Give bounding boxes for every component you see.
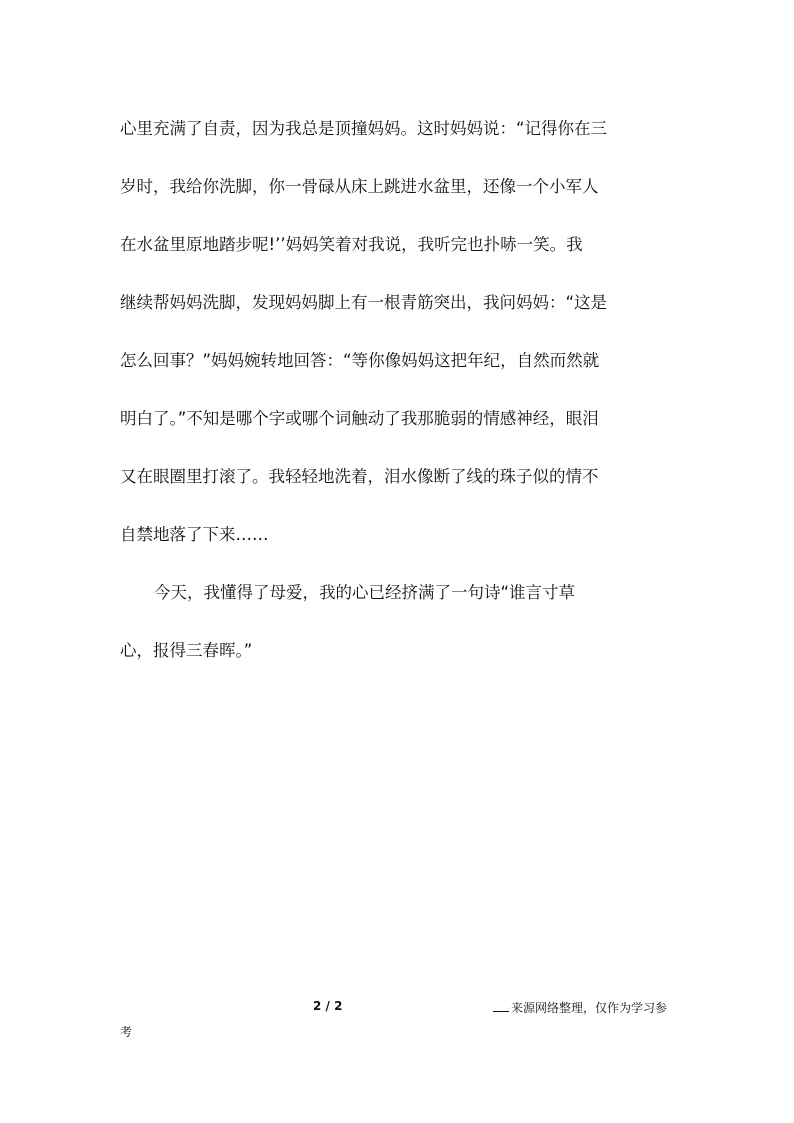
source-note [493, 999, 667, 1016]
text-line: 自禁地落了下来…… [120, 525, 269, 544]
text-line: 又在眼圈里打滚了。我轻轻地洗着，泪水像断了线的珠子似的情不 [120, 467, 599, 486]
body-text [120, 110, 680, 690]
source-note-text: 来源网络整理，仅作为学习参 [511, 1001, 668, 1015]
underline-rule [493, 1011, 509, 1012]
text-line: 心里充满了自责，因为我总是顶撞妈妈。这时妈妈说：“记得你在三 [120, 119, 608, 138]
page-number: 2 / 2 [313, 999, 343, 1013]
text-line: 在水盆里原地踏步呢!’’妈妈笑着对我说，我听完也扑哧一笑。我 [120, 235, 583, 254]
source-note-continuation: 考 [120, 1025, 133, 1039]
text-line: 明白了。”不知是哪个字或哪个词触动了我那脆弱的情感神经，眼泪 [120, 409, 599, 428]
text-line: 怎么回事？”妈妈婉转地回答：“等你像妈妈这把年纪，自然而然就 [120, 351, 600, 370]
text-line: 继续帮妈妈洗脚，发现妈妈脚上有一根青筋突出，我问妈妈：“这是 [120, 293, 608, 312]
text-line: 心，报得三春晖。” [120, 641, 253, 660]
text-line: 岁时，我给你洗脚，你一骨碌从床上跳进水盆里，还像一个小军人 [120, 177, 599, 196]
paragraph-start-line: 今天，我懂得了母爱，我的心已经挤满了一句诗“谁言寸草 [154, 583, 576, 602]
